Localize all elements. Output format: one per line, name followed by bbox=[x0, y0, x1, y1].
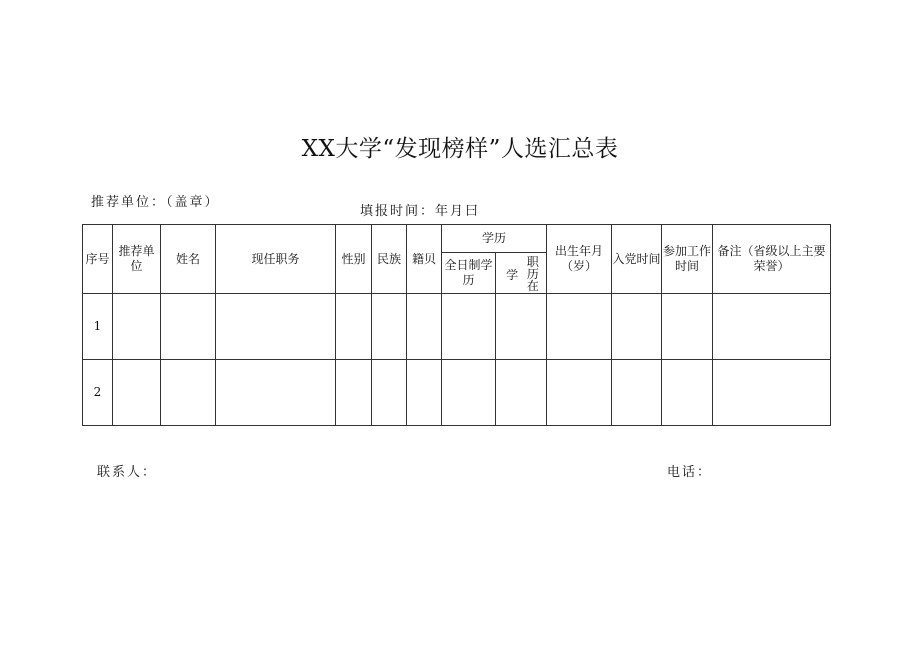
header-inservice-a: 学 bbox=[506, 268, 519, 282]
header-inservice-b: 职历在 bbox=[526, 255, 539, 293]
summary-table bbox=[82, 224, 831, 426]
phone-label: 电话： bbox=[667, 465, 713, 480]
header-education: 学历 bbox=[442, 225, 547, 253]
header-position: 现任职务 bbox=[216, 225, 336, 294]
header-gender: 性别 bbox=[336, 225, 372, 294]
table-row bbox=[83, 360, 831, 426]
header-ethnicity: 民族 bbox=[372, 225, 407, 294]
row-seq: 2 bbox=[83, 360, 113, 426]
header-inservice-wrap bbox=[496, 253, 546, 293]
header-name: 姓名 bbox=[161, 225, 216, 294]
table-row bbox=[83, 294, 831, 360]
header-remarks: 备注（省级以上主要荣誉） bbox=[713, 225, 831, 294]
contact-label: 联系人： bbox=[97, 465, 158, 480]
fill-time-label: 填报时间：年月曰 bbox=[360, 204, 481, 219]
page-title: XX大学“发现榜样”人选汇总表 bbox=[301, 136, 619, 162]
header-party: 入党时间 bbox=[612, 225, 662, 294]
header-birth: 出生年月（岁） bbox=[547, 225, 612, 294]
header-native-place: 籍贝 bbox=[407, 225, 442, 294]
header-inservice bbox=[496, 253, 547, 294]
header-seq: 序号 bbox=[83, 225, 113, 294]
header-row-top bbox=[83, 225, 831, 253]
header-work: 参加工作时间 bbox=[662, 225, 713, 294]
recommend-unit-label: 推荐单位：（盖章） bbox=[91, 195, 220, 210]
row-seq: 1 bbox=[83, 294, 113, 360]
header-unit: 推荐单位 bbox=[113, 225, 161, 294]
header-fulltime: 全日制学历 bbox=[442, 253, 496, 294]
